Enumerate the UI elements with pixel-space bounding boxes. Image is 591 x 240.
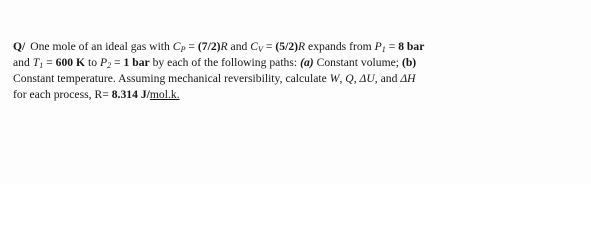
path-a-label: (a) bbox=[300, 56, 314, 70]
text-span: = bbox=[385, 40, 399, 53]
text-span: One mole of an ideal gas with bbox=[30, 40, 173, 53]
text-span: to bbox=[85, 56, 100, 70]
cp-symbol: $C_P$ bbox=[172, 40, 186, 54]
question-text bbox=[13, 39, 585, 103]
gas-constant-symbol: R bbox=[220, 40, 228, 53]
p2-symbol: $P_2$ bbox=[99, 56, 112, 71]
question-line-1 bbox=[13, 39, 585, 55]
text-span: for each process, R= bbox=[13, 88, 112, 102]
text-span: by each of the following paths: bbox=[149, 56, 301, 70]
text-span: = bbox=[262, 40, 276, 53]
text-span: , bbox=[353, 72, 360, 86]
text-span: , and bbox=[374, 72, 401, 86]
cv-symbol: $C_V$ bbox=[250, 40, 263, 54]
delta-u-symbol: ΔU bbox=[359, 72, 375, 86]
path-b-label: (b) bbox=[401, 56, 417, 70]
heat-symbol: Q bbox=[345, 72, 354, 86]
question-line-3 bbox=[13, 71, 585, 87]
p2-value: 1 bar bbox=[123, 56, 150, 70]
text-span: and bbox=[227, 40, 251, 53]
text-span: Constant volume; bbox=[313, 56, 402, 70]
gas-constant-symbol: R bbox=[298, 40, 306, 53]
text-span: = bbox=[43, 56, 56, 70]
delta-h-symbol: ΔH bbox=[400, 72, 416, 86]
p1-value: 8 bar bbox=[398, 40, 425, 53]
t1-symbol: $T_1$ bbox=[32, 56, 44, 71]
text-span: = bbox=[111, 56, 124, 70]
cp-value: (7/2) bbox=[197, 40, 221, 53]
question-label: Q/ bbox=[13, 40, 26, 53]
text-span: expands from bbox=[305, 40, 375, 53]
text-span: Constant temperature. Assuming mechanical reversibility, calculate bbox=[13, 72, 330, 86]
work-symbol: W bbox=[329, 72, 340, 86]
r-value: 8.314 J/ bbox=[111, 88, 150, 102]
r-unit: mol.k. bbox=[149, 88, 180, 102]
t1-value: 600 K bbox=[55, 56, 86, 70]
question-line-2 bbox=[13, 55, 585, 71]
text-span: , bbox=[339, 72, 346, 86]
text-span: and bbox=[13, 56, 33, 70]
p1-symbol: $P_1$ bbox=[374, 40, 386, 54]
text-span: = bbox=[185, 40, 198, 53]
question-line-4 bbox=[13, 87, 585, 103]
cv-value: (5/2) bbox=[275, 40, 299, 53]
